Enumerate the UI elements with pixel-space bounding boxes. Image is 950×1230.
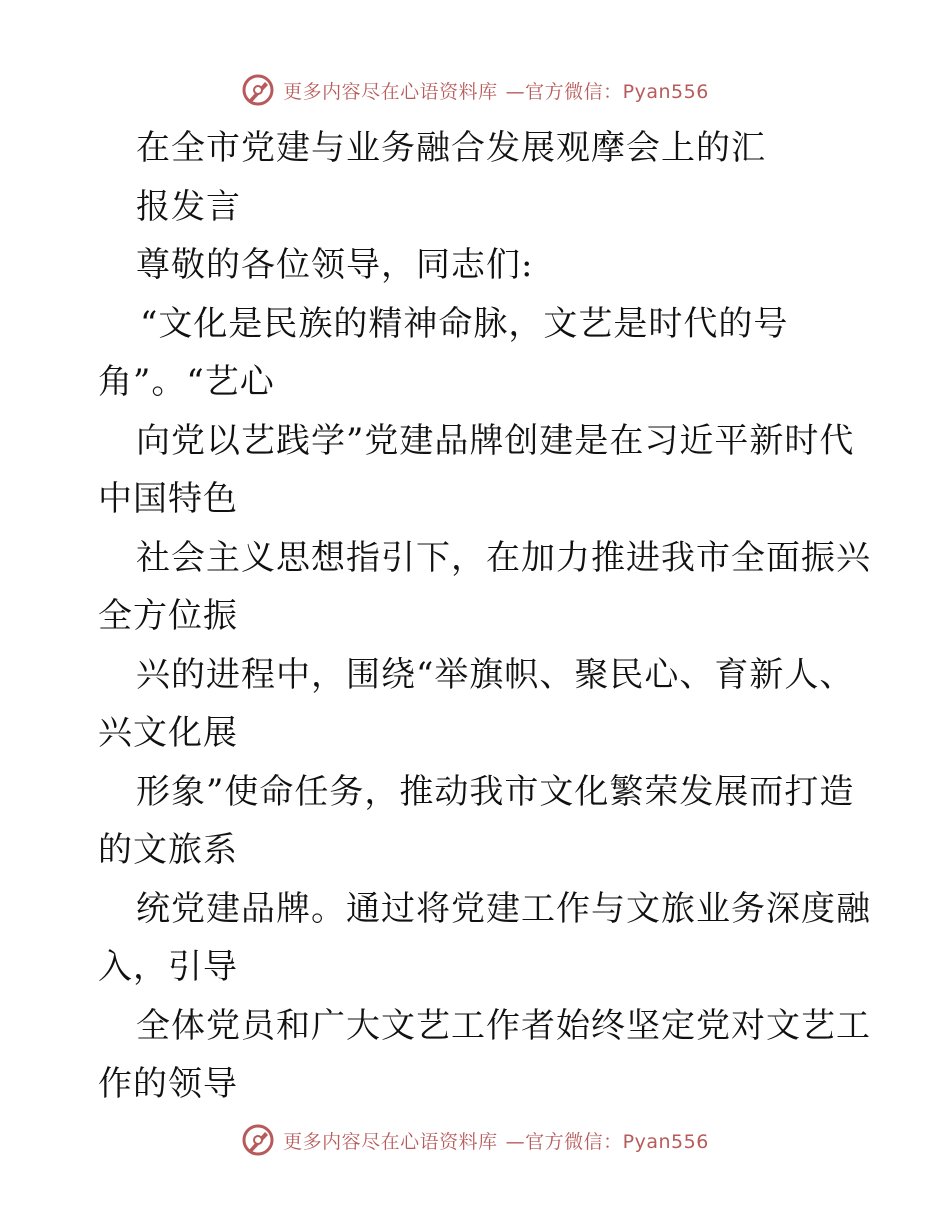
- body-line: 角”。“艺心: [98, 362, 275, 402]
- header-watermark-banner: [0, 70, 950, 110]
- header-wechat-text: —官方微信：Pyan556: [505, 80, 709, 103]
- body-line: “文化是民族的精神命脉，文艺是时代的号: [140, 304, 789, 344]
- body-line: 兴文化展: [98, 713, 238, 753]
- footer-watermark-banner: [0, 1120, 950, 1160]
- body-line: 全方位振: [98, 596, 238, 636]
- footer-site-text: 更多内容尽在心语资料库: [283, 1130, 498, 1153]
- body-line: 形象”使命任务，推动我市文化繁荣发展而打造: [136, 772, 855, 812]
- pen-logo-icon: [241, 1123, 275, 1157]
- body-line: 社会主义思想指引下，在加力推进我市全面振兴: [136, 538, 871, 578]
- body-line: 全体党员和广大文艺工作者始终坚定党对文艺工: [136, 1006, 871, 1046]
- title-line-1: 在全市党建与业务融合发展观摩会上的汇: [136, 128, 766, 168]
- body-line: 统党建品牌。通过将党建工作与文旅业务深度融: [136, 889, 871, 929]
- header-site-text: 更多内容尽在心语资料库: [283, 80, 498, 103]
- body-line: 兴的进程中，围绕“举旗帜、聚民心、育新人、: [136, 655, 855, 695]
- title-line-2: 报发言: [136, 187, 241, 227]
- body-line: 向党以艺践学”党建品牌创建是在习近平新时代: [136, 421, 855, 461]
- body-line: 入，引导: [98, 947, 238, 987]
- salutation: 尊敬的各位领导，同志们:: [136, 245, 534, 285]
- body-line: 的文旅系: [98, 830, 238, 870]
- body-line: 中国特色: [98, 479, 238, 519]
- pen-logo-icon: [241, 73, 275, 107]
- body-line: 作的领导: [98, 1064, 238, 1104]
- footer-wechat-text: —官方微信：Pyan556: [505, 1130, 709, 1153]
